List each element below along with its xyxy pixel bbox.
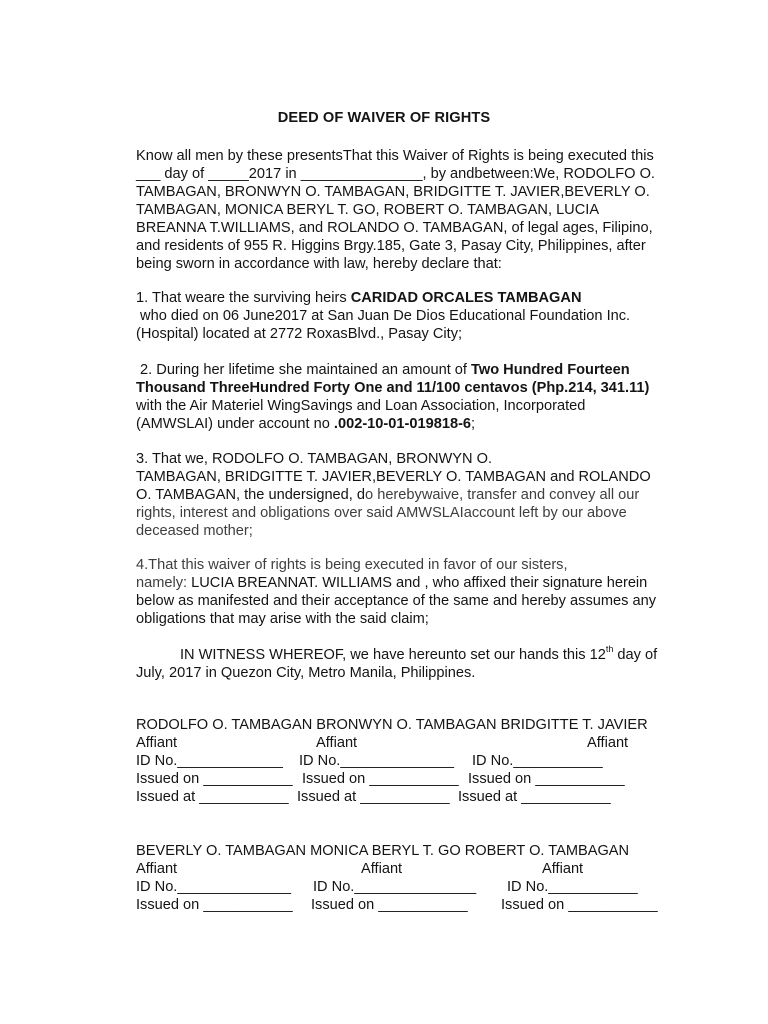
id-field: ID No.___________ bbox=[472, 753, 603, 769]
item-2-line bbox=[136, 361, 696, 379]
witness-text: IN WITNESS WHEREOF, we have hereunto set our hands this 12 bbox=[180, 647, 606, 663]
issued-on-field: Issued on ___________ bbox=[136, 771, 293, 787]
item-2-line: with the Air Materiel WingSavings and Loan Association, Incorporated bbox=[136, 398, 586, 414]
affiant-label: Affiant bbox=[136, 861, 178, 877]
item-2-paragraph bbox=[136, 361, 696, 433]
affiant-label: Affiant bbox=[136, 735, 178, 751]
item-1-line: who died on 06 June2017 at San Juan De Dios Educational Foundation Inc. bbox=[136, 308, 631, 324]
signatory-names-text: RODOLFO O. TAMBAGAN BRONWYN O. TAMBAGAN BRIDGITTE T. JAVIER bbox=[136, 717, 648, 733]
affiant-row bbox=[136, 860, 696, 878]
issued-at-field: Issued at ___________ bbox=[458, 789, 611, 805]
intro-line: BREANNA T.WILLIAMS, and ROLANDO O. TAMBAGAN, of legal ages, Filipino, bbox=[136, 220, 653, 236]
affiant-label: Affiant bbox=[587, 735, 629, 751]
item-3-line: rights, interest and obligations over said AMWSLAIaccount left by our above bbox=[136, 505, 627, 521]
item-4-paragraph bbox=[136, 556, 696, 628]
item-4-line: 4.That this waiver of rights is being executed in favor of our sisters, bbox=[136, 557, 568, 573]
item-3-paragraph bbox=[136, 450, 696, 540]
id-row bbox=[136, 878, 696, 896]
item-4-text: LUCIA BREANNAT. WILLIAMS and , who affixed their signature herein bbox=[191, 575, 648, 591]
intro-line: TAMBAGAN, MONICA BERYL T. GO, ROBERT O. TAMBAGAN, LUCIA bbox=[136, 202, 600, 218]
intro-line: TAMBAGAN, BRONWYN O. TAMBAGAN, BRIDGITTE T. JAVIER,BEVERLY O. bbox=[136, 184, 650, 200]
account-number: .002-10-01-019818-6 bbox=[333, 416, 472, 432]
affiant-row bbox=[136, 734, 696, 752]
item-3-line: deceased mother; bbox=[136, 523, 253, 539]
item-1-prefix: 1. That weare the surviving heirs bbox=[136, 290, 351, 306]
signatory-names-text: BEVERLY O. TAMBAGAN MONICA BERYL T. GO ROBERT O. TAMBAGAN bbox=[136, 843, 630, 859]
signatory-names bbox=[136, 842, 696, 860]
item-4-line: obligations that may arise with the said claim; bbox=[136, 611, 429, 627]
id-field: ID No.______________ bbox=[136, 879, 291, 895]
affiant-label: Affiant bbox=[361, 861, 403, 877]
witness-text: day of bbox=[613, 647, 658, 663]
issued-on-field: Issued on ___________ bbox=[501, 897, 658, 913]
document-title: DEED OF WAIVER OF RIGHTS bbox=[277, 110, 491, 126]
item-4-line: below as manifested and their acceptance of the same and hereby assumes any bbox=[136, 593, 657, 609]
issued-on-field: Issued on ___________ bbox=[468, 771, 625, 787]
amount-words: Two Hundred Fourteen bbox=[471, 362, 630, 378]
witness-paragraph bbox=[136, 646, 696, 682]
id-row bbox=[136, 752, 696, 770]
account-prefix: (AMWSLAI) under account no bbox=[136, 416, 334, 432]
issued-on-field: Issued on ___________ bbox=[302, 771, 459, 787]
issued-on-field: Issued on ___________ bbox=[136, 897, 293, 913]
item-3-text: O. TAMBAGAN, the undersigned, d bbox=[136, 487, 366, 503]
item-2-line bbox=[136, 379, 696, 397]
witness-line bbox=[136, 646, 696, 664]
issued-at-row bbox=[136, 788, 696, 806]
item-3-text: o herebywaive, transfer and convey all our bbox=[365, 487, 640, 503]
item-1-line bbox=[136, 289, 696, 307]
issued-at-field: Issued at ___________ bbox=[297, 789, 450, 805]
signature-block-1 bbox=[136, 716, 696, 806]
issued-on-row bbox=[136, 770, 696, 788]
witness-sup: th bbox=[605, 644, 614, 655]
issued-on-field: Issued on ___________ bbox=[311, 897, 468, 913]
intro-line: and residents of 955 R. Higgins Brgy.185, Gate 3, Pasay City, Philippines, after bbox=[136, 238, 646, 254]
affiant-label: Affiant bbox=[316, 735, 358, 751]
item-4-text: namely: bbox=[136, 575, 192, 591]
affiant-label: Affiant bbox=[542, 861, 584, 877]
item-3-line bbox=[136, 486, 696, 504]
issued-at-field: Issued at ___________ bbox=[136, 789, 289, 805]
account-suffix: ; bbox=[471, 416, 476, 432]
intro-paragraph bbox=[136, 147, 696, 273]
signatory-names bbox=[136, 716, 696, 734]
signature-block-2 bbox=[136, 842, 696, 914]
id-field: ID No.______________ bbox=[299, 753, 454, 769]
item-3-line: 3. That we, RODOLFO O. TAMBAGAN, BRONWYN O. bbox=[136, 451, 492, 467]
id-field: ID No._______________ bbox=[313, 879, 477, 895]
deceased-name: CARIDAD ORCALES TAMBAGAN bbox=[350, 290, 582, 306]
witness-line: July, 2017 in Quezon City, Metro Manila, Philippines. bbox=[136, 665, 476, 681]
item-3-line: TAMBAGAN, BRIDGITTE T. JAVIER,BEVERLY O. TAMBAGAN and ROLANDO bbox=[136, 469, 651, 485]
id-field: ID No._____________ bbox=[136, 753, 283, 769]
id-field: ID No.___________ bbox=[507, 879, 638, 895]
intro-line: ___ day of _____2017 in _______________, by andbetween:We, RODOLFO O. bbox=[136, 166, 655, 182]
intro-line: Know all men by these presentsThat this Waiver of Rights is being executed this bbox=[136, 148, 654, 164]
item-2-line bbox=[136, 415, 696, 433]
issued-on-row bbox=[136, 896, 696, 914]
item-1-line: (Hospital) located at 2772 RoxasBlvd., Pasay City; bbox=[136, 326, 463, 342]
item-4-line bbox=[136, 574, 696, 592]
intro-line: being sworn in accordance with law, hereby declare that: bbox=[136, 256, 502, 272]
item-2-prefix: 2. During her lifetime she maintained an amount of bbox=[136, 362, 472, 378]
amount-figures: Thousand ThreeHundred Forty One and 11/100 centavos (Php.214, 341.11) bbox=[136, 380, 650, 396]
item-1-paragraph bbox=[136, 289, 696, 343]
